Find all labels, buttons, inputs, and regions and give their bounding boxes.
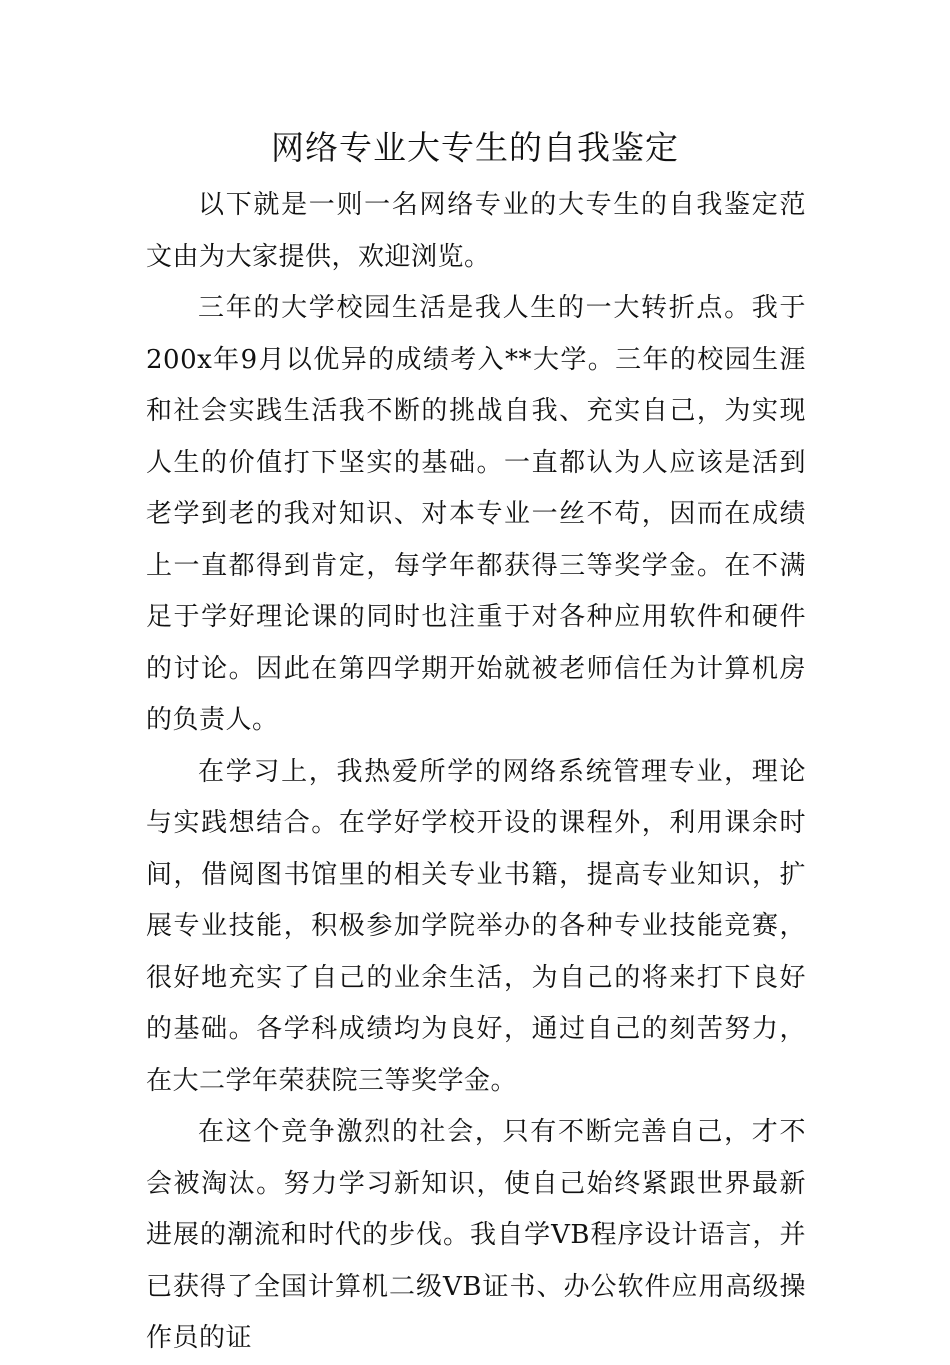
paragraph-intro: 以下就是一则一名网络专业的大专生的自我鉴定范文由为大家提供，欢迎浏览。 <box>146 190 806 272</box>
paragraph-university-life: 三年的大学校园生活是我人生的一大转折点。我于200x年9月以优异的成绩考入**大学。三年的校园生涯和社会实践生活我不断的挑战自我、充实自己，为实现人生的价值打下坚实的基础。一直都认为人应该是活到老学到老的我对知识、对本专业一丝不苟，因而在成绩上一直都得到肯定，每学年都获得三等奖学金。在不满足于学好理论课的同时也注重于对各种应用软件和硬件的讨论。因此在第四学期开始就被老师信任为计算机房的负责人。 <box>146 293 806 735</box>
document-title: 网络专业大专生的自我鉴定 <box>271 128 679 167</box>
paragraph-study: 在学习上，我热爱所学的网络系统管理专业，理论与实践想结合。在学好学校开设的课程外，利用课余时间，借阅图书馆里的相关专业书籍，提高专业知识，扩展专业技能，积极参加学院举办的各种专业技能竞赛，很好地充实了自己的业余生活，为自己的将来打下良好的基础。各学科成绩均为良好，通过自己的刻苦努力，在大二学年荣获院三等奖学金。 <box>146 756 806 1096</box>
document-body <box>146 180 806 1365</box>
paragraph-self-improvement: 在这个竞争激烈的社会，只有不断完善自己，才不会被淘汰。努力学习新知识，使自己始终紧跟世界最新进展的潮流和时代的步伐。我自学VB程序设计语言，并已获得了全国计算机二级VB证书、办公软件应用高级操作员的证 <box>146 1117 806 1353</box>
